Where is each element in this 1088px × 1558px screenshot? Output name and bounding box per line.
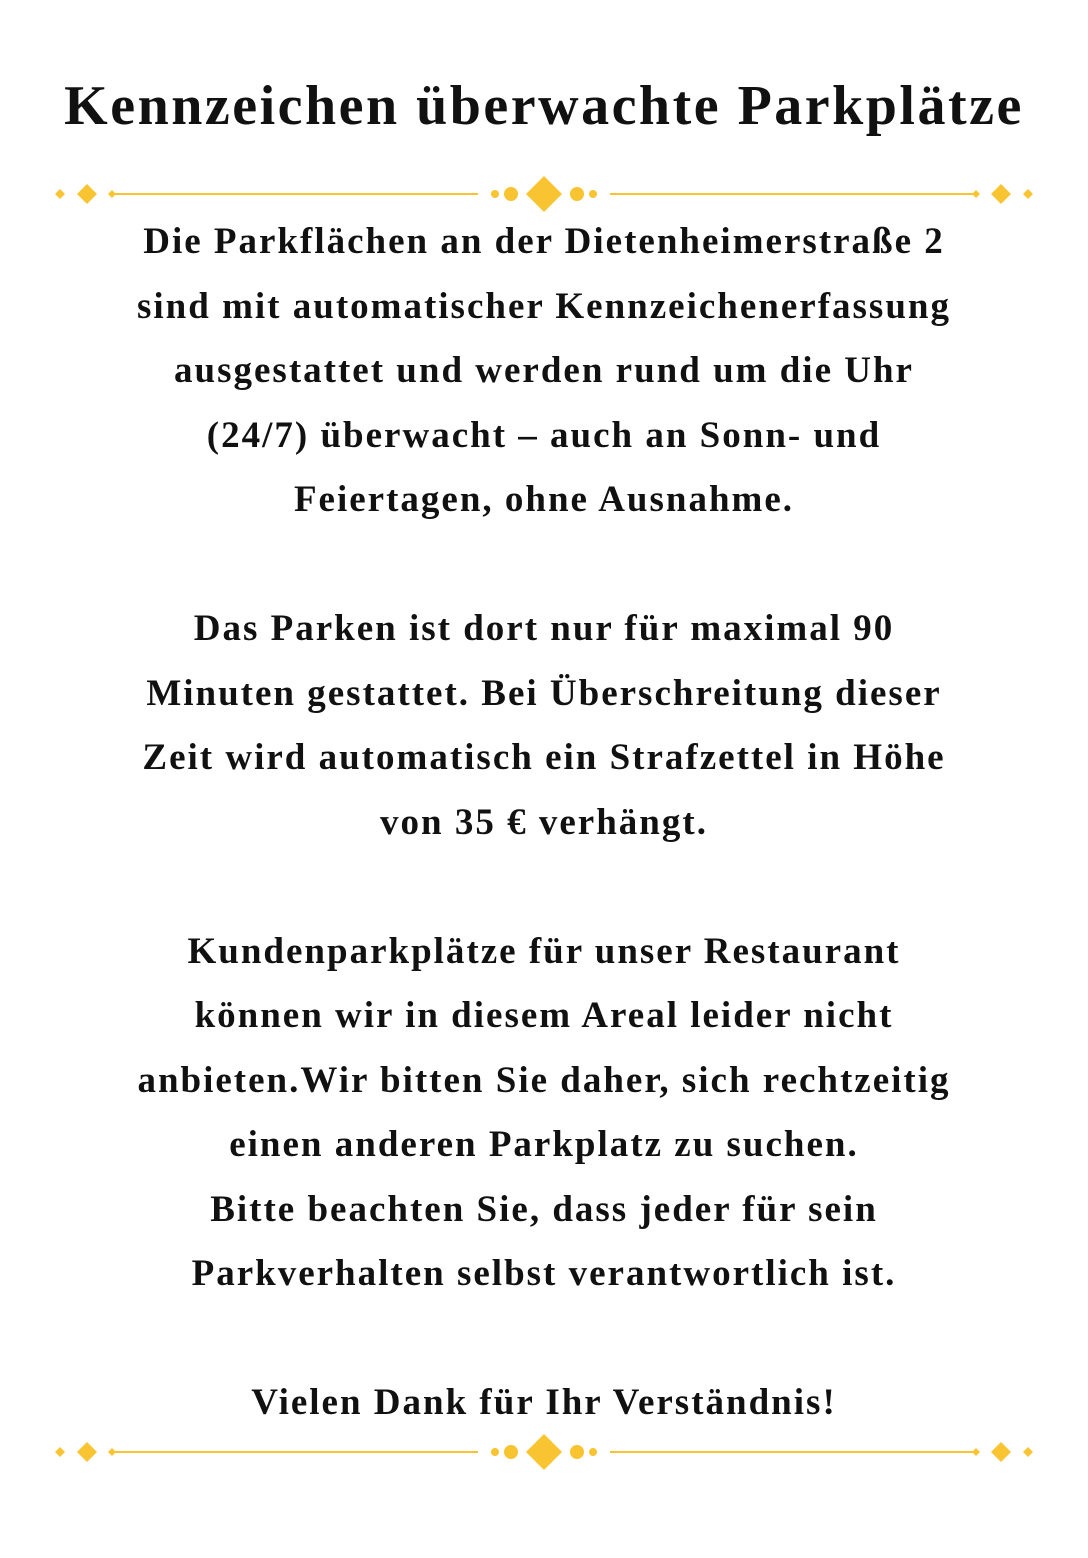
ornament-divider-bottom (44, 1432, 1044, 1472)
diamond-divider-icon (44, 174, 1044, 214)
paragraph-1-line-3: ausgestattet und werden rund um die Uhr (174, 350, 914, 391)
paragraph-3-line-2: können wir in diesem Areal leider nicht (194, 995, 894, 1036)
paragraph-1-line-5: Feiertagen, ohne Ausnahme. (293, 479, 795, 520)
ornament-divider-top (44, 174, 1044, 214)
paragraph-1-line-4: (24/7) überwacht – auch an Sonn- und (206, 414, 882, 456)
diamond-divider-icon (44, 1432, 1044, 1472)
paragraph-3-line-6: Parkverhalten selbst verantwortlich ist. (191, 1253, 897, 1294)
paragraph-3-line-5: Bitte beachten Sie, dass jeder für sein (210, 1188, 878, 1230)
page-title: Kennzeichen überwachte Parkplätze (64, 75, 1024, 137)
paragraph-2-line-4: von 35 € verhängt. (380, 801, 708, 843)
paragraph-2-line-1: Das Parken ist dort nur für maximal 90 (193, 608, 895, 649)
paragraph-spacer (40, 855, 1048, 920)
paragraph-2-line-3: Zeit wird automatisch ein Strafzettel in Höhe (142, 737, 946, 778)
paragraph-3-line-3: anbieten.Wir bitten Sie daher, sich rechtzeitig (137, 1059, 951, 1101)
paragraph-1-line-2: sind mit automatischer Kennzeichenerfassung (136, 285, 951, 327)
closing-thanks: Vielen Dank für Ihr Verständnis! (251, 1382, 837, 1423)
notice-text (40, 210, 1048, 1436)
paragraph-spacer (40, 533, 1048, 598)
paragraph-3-line-4: einen anderen Parkplatz zu suchen. (229, 1124, 859, 1165)
paragraph-3-line-1: Kundenparkplätze für unser Restaurant (187, 930, 901, 972)
paragraph-spacer (40, 1307, 1048, 1372)
paragraph-2-line-2: Minuten gestattet. Bei Überschreitung dieser (146, 672, 942, 714)
paragraph-1-line-1: Die Parkflächen an der Dietenheimerstraße 2 (143, 221, 945, 262)
